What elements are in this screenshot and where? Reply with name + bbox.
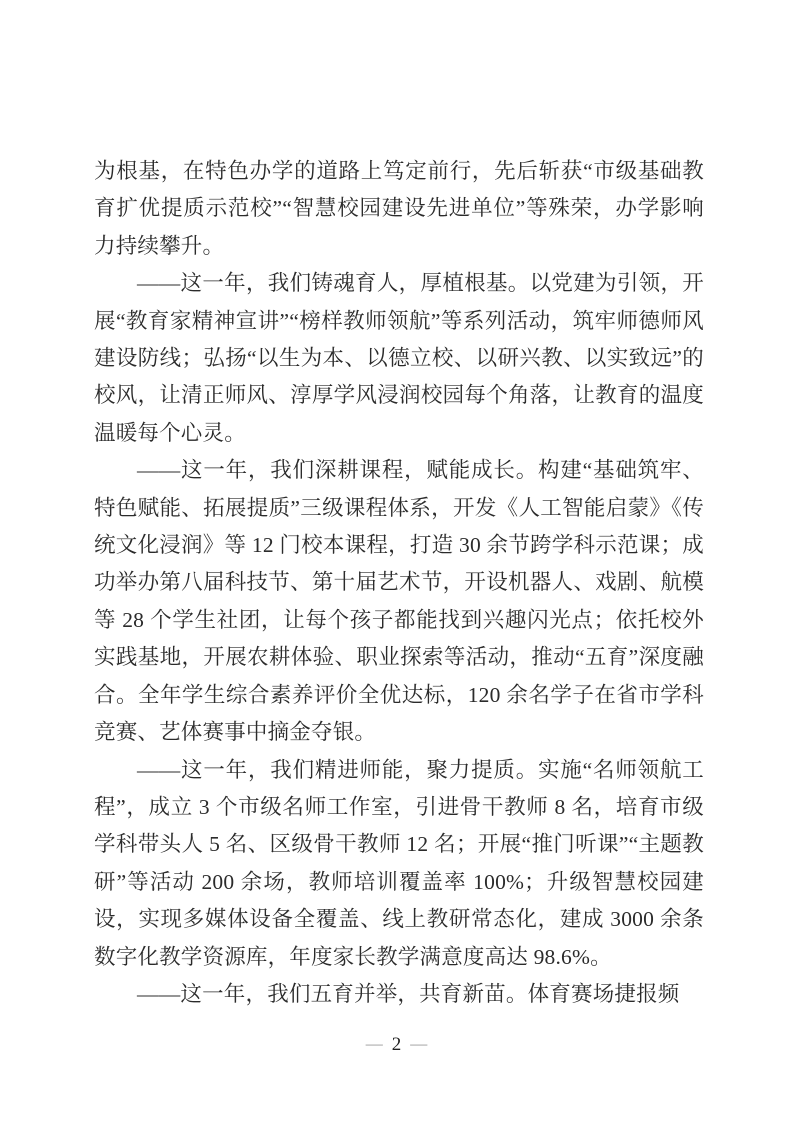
page-footer — [0, 1033, 793, 1056]
body-paragraph: ——这一年，我们铸魂育人，厚植根基。以党建为引领，开展“教育家精神宣讲”“榜样教师领航”等系列活动，筑牢师德师风建设防线；弘扬“以生为本、以德立校、以研兴教、以实致远”的校风，让清正师风、淳厚学风浸润校园每个角落，让教育的温度温暖每个心灵。 — [94, 271, 704, 445]
page-number: 2 — [391, 1034, 402, 1055]
body-paragraph: ——这一年，我们精进师能，聚力提质。实施“名师领航工程”，成立 3 个市级名师工作室，引进骨干教师 8 名，培育市级学科带头人 5 名、区级骨干教师 12 名；开展“推门听课”“主题教研”等活动 200 余场，教师培训覆盖率 100%；升级智慧校园建设，实现多媒体设备全覆盖、线上教研常态化，建成 3000 余条数字化教学资源库，年度家长教学满意度高达 98.6%。 — [94, 757, 704, 969]
footer-dash-left: — — [365, 1034, 383, 1053]
document-body — [94, 153, 704, 1013]
body-paragraph: ——这一年，我们五育并举，共育新苗。体育赛场捷报频 — [137, 981, 680, 1006]
body-paragraph: ——这一年，我们深耕课程，赋能成长。构建“基础筑牢、特色赋能、拓展提质”三级课程体系，开发《人工智能启蒙》《传统文化浸润》等 12 门校本课程，打造 30 余节跨学科示范课；成功举办第八届科技节、第十届艺术节，开设机器人、戏剧、航模等 28 个学生社团，让每个孩子都能找到兴趣闪光点；依托校外实践基地，开展农耕体验、职业探索等活动，推动“五育”深度融合。全年学生综合素养评价全优达标，120 余名学子在省市学科竞赛、艺体赛事中摘金夺银。 — [94, 458, 704, 745]
footer-dash-right: — — [410, 1034, 428, 1053]
body-paragraph: 为根基，在特色办学的道路上笃定前行，先后斩获“市级基础教育扩优提质示范校”“智慧校园建设先进单位”等殊荣，办学影响力持续攀升。 — [94, 159, 704, 258]
